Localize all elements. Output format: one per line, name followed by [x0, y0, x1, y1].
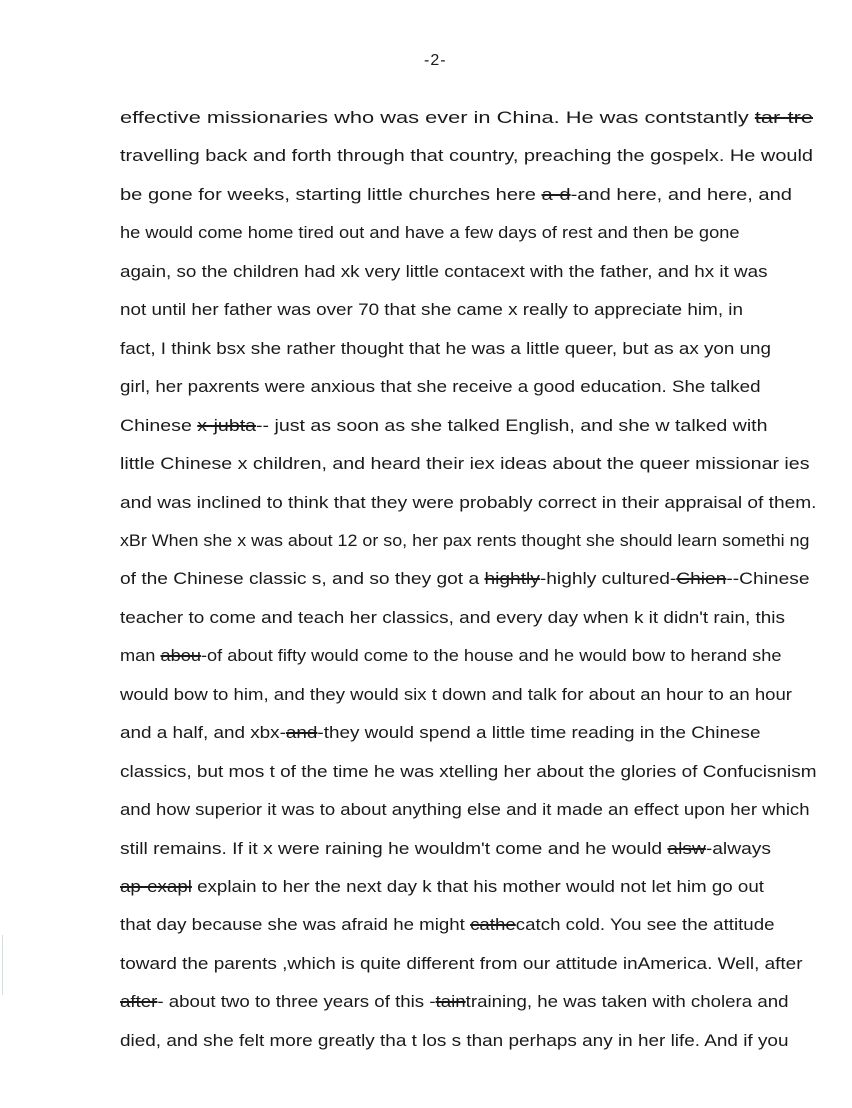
struck-text: ap-exapl	[120, 878, 192, 896]
text-segment: died, and she felt more greatly tha t los s than perhaps any in her life. And if you	[120, 1031, 789, 1050]
text-segment: -highly cultured-	[539, 570, 677, 589]
struck-text: hightly	[484, 570, 540, 589]
text-line	[120, 263, 768, 282]
text-segment: xBr When she x was about 12 or so, her pax rents thought she should learn somethi ng	[120, 531, 810, 550]
text-segment: effective missionaries who was ever in China. He was contstantly	[120, 109, 755, 127]
text-segment: he would come home tired out and have a few days of rest and then be gone	[120, 224, 740, 243]
text-segment: catch cold. You see the attitude	[515, 916, 775, 935]
struck-text: alsw	[667, 839, 706, 858]
struck-text: tain	[435, 993, 466, 1012]
text-segment: -always	[705, 839, 771, 858]
text-segment: be gone for weeks, starting little churches here	[120, 185, 542, 204]
text-line	[120, 955, 803, 974]
text-segment: that day because she was afraid he might	[120, 916, 471, 935]
text-line	[120, 301, 743, 320]
text-line	[120, 686, 792, 705]
page-number: -2-	[424, 52, 447, 69]
text-line	[120, 993, 789, 1012]
text-segment: would bow to him, and they would six t down and talk for about an hour to an hour	[120, 685, 792, 704]
text-line	[120, 417, 768, 436]
text-segment: -and here, and here, and	[570, 185, 792, 204]
text-segment: training, he was taken with cholera and	[465, 993, 789, 1012]
text-line	[120, 186, 792, 205]
text-line	[120, 609, 785, 628]
text-line	[120, 916, 775, 935]
struck-text: tar-tre	[754, 109, 813, 127]
text-segment: of the Chinese classic s, and so they got a	[120, 570, 485, 589]
text-segment: and a half, and xbx-	[120, 724, 286, 743]
text-line	[120, 109, 813, 128]
text-segment: man	[120, 647, 161, 666]
text-segment: - about two to three years of this -	[157, 993, 436, 1012]
text-segment: toward the parents ,which is quite different from our attitude inAmerica. Well, after	[120, 954, 803, 973]
text-segment: Chinese	[120, 416, 198, 435]
struck-text: Chien	[676, 570, 727, 589]
text-line	[120, 878, 764, 897]
text-line	[120, 801, 810, 820]
text-line	[120, 532, 809, 551]
text-segment: -of about fifty would come to the house and he would bow to herand she	[200, 647, 782, 666]
struck-text: cathe	[470, 916, 516, 935]
text-segment: not until her father was over 70 that she came x really to appreciate him, in	[120, 301, 743, 320]
text-segment: --Chinese	[726, 570, 810, 589]
text-line	[120, 840, 771, 859]
text-segment: girl, her paxrents were anxious that she receive a good education. She talked	[120, 378, 761, 397]
text-line	[120, 340, 771, 359]
struck-text: after	[120, 993, 158, 1012]
text-line	[120, 570, 810, 589]
text-segment: again, so the children had xk very little contacext with the father, and hx it was	[120, 262, 768, 281]
margin-mark	[2, 935, 3, 995]
text-segment: and was inclined to think that they were probably correct in their appraisal of them.	[120, 493, 817, 512]
text-line	[120, 378, 761, 397]
text-segment: explain to her the next day k that his mother would not let him go out	[191, 878, 764, 896]
text-line	[120, 455, 810, 474]
text-line	[120, 724, 761, 743]
struck-text: x-jubta	[197, 416, 257, 435]
struck-text: and	[285, 724, 318, 743]
text-segment: fact, I think bsx she rather thought that he was a little queer, but as ax yon ung	[120, 339, 771, 358]
text-line	[120, 647, 782, 666]
text-segment: teacher to come and teach her classics, and every day when k it didn't rain, this	[120, 608, 785, 627]
text-line	[120, 494, 817, 513]
text-segment: -they would spend a little time reading in the Chinese	[317, 724, 761, 743]
text-line	[120, 224, 740, 243]
struck-text: abou	[160, 647, 201, 666]
text-segment: classics, but mos t of the time he was xtelling her about the glories of Confucisnism	[120, 762, 817, 781]
text-segment: still remains. If it x were raining he wouldm't come and he would	[120, 839, 668, 858]
text-segment: little Chinese x children, and heard their iex ideas about the queer missionar ies	[120, 455, 810, 474]
text-segment: travelling back and forth through that country, preaching the gospelx. He would	[120, 147, 813, 166]
text-line	[120, 1032, 789, 1051]
text-segment: and how superior it was to about anything else and it made an effect upon her which	[120, 801, 810, 820]
text-segment: -- just as soon as she talked English, and she w talked with	[256, 416, 768, 435]
text-line	[120, 147, 813, 166]
struck-text: a-d	[541, 185, 571, 204]
text-line	[120, 763, 817, 782]
